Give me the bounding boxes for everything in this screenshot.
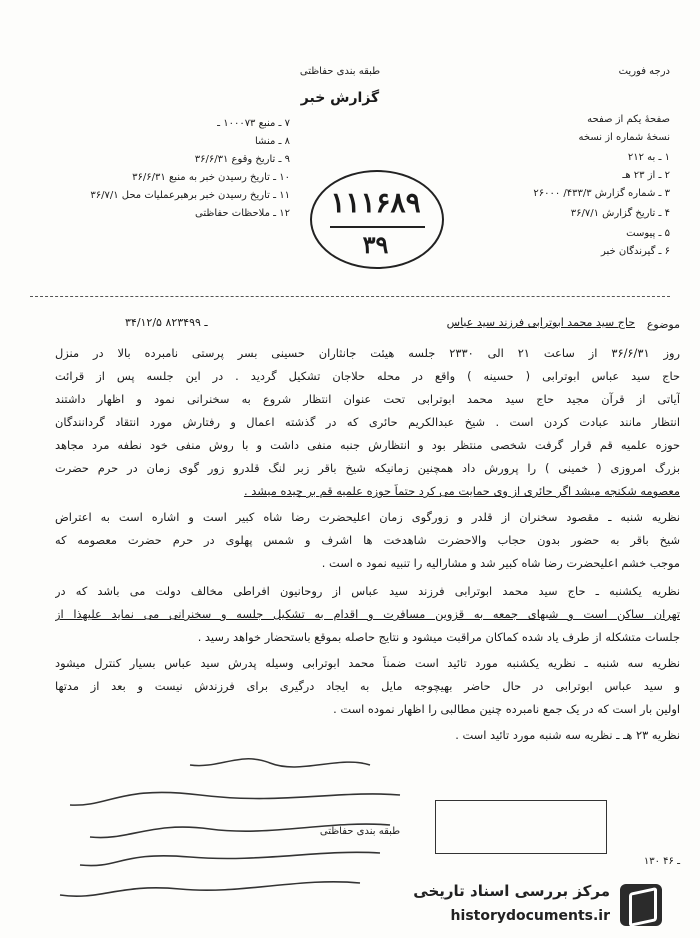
field-news-received-date: ۱۰ ـ تاریخ رسیدن خبر به منبع ۳۶/۶/۳۱ [132, 172, 290, 183]
page-code: ۱۳۰ ـ ۴۶ [643, 856, 680, 867]
document-title: گزارش خبر [300, 90, 380, 106]
stamp-subnumber: ۳۹ [362, 230, 389, 259]
body-line: نظریه یکشنبه ـ حاج سید محمد ابوترابی فرزند سید عباس از روحانیون افراطی مخالف دولت می باشد که در [55, 584, 680, 598]
field-recipients: ۶ ـ گیرندگان خبر [600, 246, 670, 257]
field-copy-number: نسخهٔ شماره از نسخه [578, 132, 670, 143]
header-divider [30, 296, 670, 297]
brand-title: مرکز بررسی اسناد تاریخی [413, 882, 610, 900]
field-to: ۱ ـ به ۲۱۲ [627, 152, 670, 163]
field-event-date: ۹ ـ تاریخ وقوع ۳۶/۶/۳۱ [194, 154, 290, 165]
subject-text: حاج سید محمد ابوترابی فرزند سید عباس [446, 316, 635, 329]
footer-classification: طبقه بندی حفاظتی [319, 826, 401, 837]
subject-label: موضوع [646, 318, 680, 331]
body-line: نظریه سه شنبه ـ نظریه یکشنبه مورد تائید است ضمناً محمد ابوترابی وسیله پدرش سید عباس بسیار کنترل میشود [55, 656, 680, 670]
body-line: انتظار مانند عبادت کردن است . شیخ عبدالکریم حائری که در گذشته اعمال و رفتارش مورد انتقاد گردانندگان [55, 415, 680, 429]
body-line: موجب خشم اعلیحضرت رضا شاه کبیر شد و مشارالیه را تنبیه نمود ه است . [321, 556, 680, 570]
field-ops-received-date: ۱۱ ـ تاریخ رسیدن خبر برهبرعملیات محل ۳۶/۷/۱ [90, 190, 290, 201]
field-attachment: ۵ ـ پیوست [626, 228, 670, 239]
body-line: جلسات متشکله از طرف یاد شده کماکان مراقبت میشود و نتایج حاصله بموقع باستحضار خواهد رسید . [197, 630, 680, 644]
field-security-notes: ۱۲ ـ ملاحظات حفاظتی [195, 208, 290, 219]
field-from: ۲ ـ از ۲۳ هـ [622, 170, 670, 181]
priority-label: درجه فوریت [618, 66, 670, 77]
body-line: نظریه ۲۳ هـ ـ نظریه سه شنبه مورد تائید است . [455, 728, 680, 742]
body-line: حوزه علمیه قم قرار گرفت شخصی منتظر بود و انتظارش جنبه منفی داشت و با روش منفی خود نطفه مرد مجاهد [55, 438, 680, 452]
field-report-date: ۴ ـ تاریخ گزارش ۳۶/۷/۱ [570, 208, 670, 219]
body-line: و سید عباس ابوترابی در حال حاضر بهیچوجه مایل به ایجاد درگیری برای فرزندش نیست و بعد از مدتها [55, 679, 680, 693]
classification-label: طبقه بندی حفاظتی [299, 66, 381, 77]
received-stamp-box [435, 800, 607, 854]
brand-watermark [400, 880, 670, 935]
body-line: معصومه شکنجه میشد اگر حائری از وی حمایت می کرد حتماً حوزه علمیه قم بر چیده میشد . [243, 484, 680, 498]
document-logo-icon [620, 884, 662, 926]
field-source: ۷ ـ منبع ۱۰۰۰۷۳ ـ [217, 118, 290, 129]
brand-url: historydocuments.ir [450, 908, 610, 924]
field-page: صفحهٔ یکم از صفحه [587, 114, 670, 125]
field-origin: ۸ ـ منشا [254, 136, 290, 147]
stamp-number: ۱۱۱۶۸۹ [330, 186, 421, 219]
body-line: اولین بار است که در یک جمع نامبرده چنین مطالبی را اظهار نموده است . [333, 702, 680, 716]
field-report-number: ۳ ـ شماره گزارش ۴۳۳/۳/ ۲۶۰۰۰ [533, 188, 670, 199]
stamp-divider [330, 226, 425, 228]
body-line: شیخ باقر به حضور بدون حجاب والاحضرت شاهدخت ها اشرف و شمس پهلوی در حرم حضرت معصومه که [55, 533, 680, 547]
body-line: روز ۳۶/۶/۳۱ از ساعت ۲۱ الی ۲۳۳۰ جلسه هیئت جانثاران حسینی بسر پرستی نامبرده بالا در منزل [55, 346, 680, 360]
body-line: نظریه شنبه ـ مقصود سخنران از قلدر و زورگوی زمان اعلیحضرت رضا شاه کبیر است و اشاره است به اعتراض [55, 510, 680, 524]
body-line: حاج سید عباس ابوترابی ( حسینه ) واقع در محله حلاجان تشکیل گردید . در این جلسه پس از قرائت [55, 369, 680, 383]
body-line: بزرگ امروزی ( خمینی ) را پرورش داد همچنین زمانیکه شیخ باقر زبر لنگ قلدرو زور گوی زمان در حرم حضرت [55, 461, 680, 475]
subject-reference: ۳۴/۱۲/۵ ـ ۸۲۳۴۹۹ [125, 316, 208, 329]
body-line: آیاتی از قرآن مجید حاج سید محمد ابوترابی تحت عنوان انتظار شروع به سخنرانی نمود و اظهار داشتند [55, 392, 680, 406]
body-line: تهران ساکن است و شبهای جمعه به قزوین مسافرت و اقدام به تشکیل جلسه و سخنرانی می نماید علیهذا از [55, 607, 680, 621]
